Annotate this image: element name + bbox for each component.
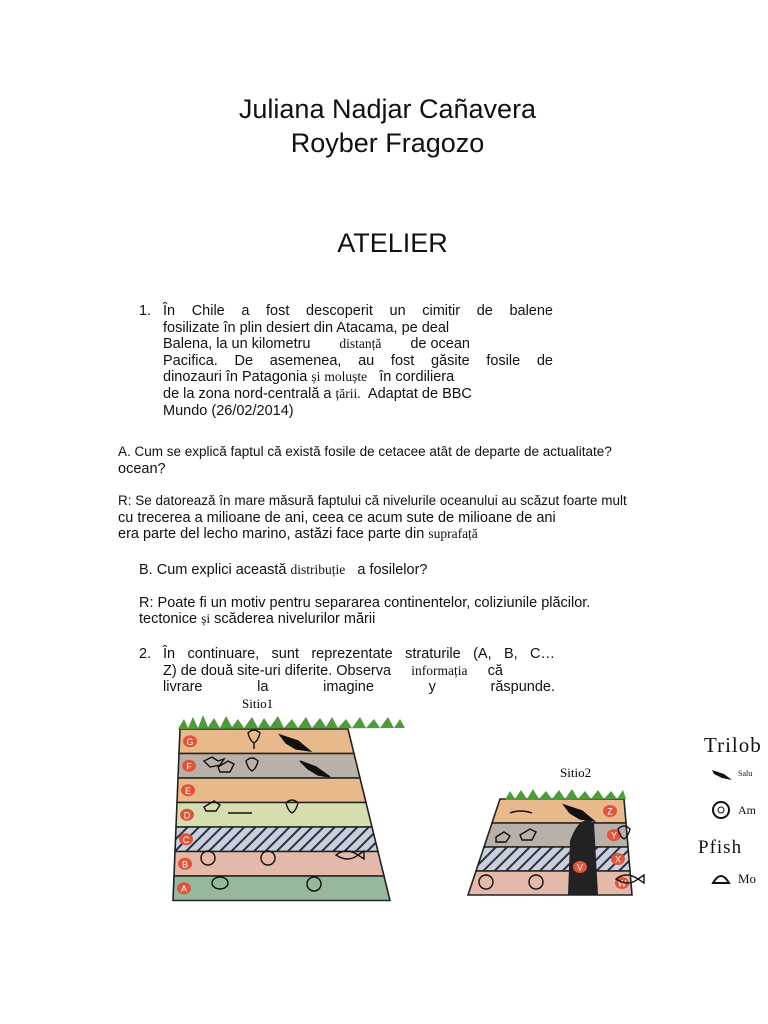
question-1-line: Pacifica. De asemenea, au fost găsite fosile de xyxy=(163,352,553,369)
legend-title-2: Pfish xyxy=(698,837,743,858)
question-1-fragment: moluște xyxy=(324,369,368,385)
answer-a-fragment: suprafață xyxy=(428,526,478,542)
answer-b-fragment: tectonice xyxy=(139,611,198,628)
site1-label: Sitio1 xyxy=(242,696,274,711)
answer-a-text xyxy=(118,526,663,543)
question-1-fragment: Balena, la un kilometru xyxy=(163,336,311,353)
question-1-line xyxy=(163,369,553,386)
site1-layer-letter: A xyxy=(180,883,188,894)
question-1-fragment: distanță xyxy=(339,336,382,352)
authors-block xyxy=(0,92,768,160)
question-1-line: În Chile a fost descoperit un cimitir de balene xyxy=(163,303,553,319)
answer-a-fragment: era parte del lecho marino, astăzi face parte din xyxy=(118,526,425,543)
question-1-fragment: țării. xyxy=(335,385,361,401)
mollusk-icon xyxy=(710,869,732,889)
question-a-block xyxy=(118,444,663,543)
question-1-fragment: dinozauri în Patagonia xyxy=(163,369,308,386)
question-2-word: y xyxy=(428,679,436,696)
question-b-block xyxy=(139,562,609,628)
legend-item-label: Am xyxy=(738,802,756,817)
site2-layer-letter: W xyxy=(617,878,627,889)
question-2-fragment: Z) de două site-uri diferite. Observa xyxy=(163,662,392,679)
answer-a-text: R: Se datorează în mare măsură faptului că nivelurile oceanului au scăzut foarte mult xyxy=(118,493,627,509)
answer-b-fragment: și xyxy=(201,611,211,627)
legend-item-label: Mo xyxy=(738,871,757,886)
question-1-fragment: de ocean xyxy=(410,336,470,353)
page-title: ATELIER xyxy=(337,228,448,258)
question-1-line xyxy=(163,336,470,353)
question-2-fragment: că xyxy=(487,662,503,679)
question-b-fragment: distribuție xyxy=(290,562,346,577)
site1-layer-b xyxy=(174,852,384,877)
author-name-2: Royber Fragozo xyxy=(290,128,485,158)
site1-layer-letter: C xyxy=(182,834,190,845)
legend-title: Trilob xyxy=(704,733,762,757)
stratigraphy-figure xyxy=(160,695,680,905)
fossil-fish-icon xyxy=(710,766,732,780)
legend-item xyxy=(710,766,752,780)
answer-b-text xyxy=(139,611,609,628)
question-b-fragment: B. Cum explici această xyxy=(139,562,287,578)
question-1-line: fosilizate în plin desiert din Atacama, pe deal xyxy=(163,319,450,336)
author-name-1: Juliana Nadjar Cañavera xyxy=(238,94,537,124)
site1-layer-c xyxy=(175,827,378,852)
site2-layer-letter: Z xyxy=(607,806,613,817)
fossil-legend xyxy=(698,733,768,903)
question-2-word: răspunde. xyxy=(490,679,555,696)
site1-layer-g xyxy=(179,729,354,754)
question-2-line xyxy=(163,679,555,696)
site1-layer-letter: D xyxy=(183,810,191,821)
site1-column xyxy=(173,729,390,901)
question-1-fragment: în cordiliera xyxy=(379,369,455,386)
answer-b-text: R: Poate fi un motiv pentru separarea continentelor, coliziunile plăcilor. xyxy=(139,594,591,611)
site2-layer-y xyxy=(484,823,628,847)
intrusion-letter: V xyxy=(576,862,584,873)
question-2-word: imagine xyxy=(323,679,374,696)
site2-label: Sitio2 xyxy=(560,765,592,780)
site1-layer-letter: G xyxy=(186,736,194,747)
legend-item xyxy=(710,869,756,889)
question-2-line: În continuare, sunt reprezentate straturile (A, B, C… xyxy=(163,646,555,662)
question-a-text: ocean? xyxy=(118,460,166,477)
site2-layer-x xyxy=(476,847,630,871)
question-1-line: Mundo (26/02/2014) xyxy=(163,402,294,419)
answer-b-fragment: scăderea nivelurilor mării xyxy=(214,611,376,628)
question-2-word: la xyxy=(257,679,269,696)
question-a-text: A. Cum se explică faptul că există fosile de cetacee atât de departe de actualitate? xyxy=(118,444,612,459)
legend-item xyxy=(710,800,756,820)
intrusion-badge xyxy=(573,861,587,873)
site1-layer-letter: B xyxy=(181,859,189,870)
legend-item-label: Salu xyxy=(738,768,753,778)
ammonite-icon xyxy=(710,800,732,820)
question-1-fragment: Adaptat de BBC xyxy=(367,385,472,402)
question-1-line xyxy=(163,386,553,403)
site1-layer-letter: E xyxy=(184,785,192,796)
question-2-line xyxy=(163,663,503,680)
question-1-fragment: de la zona nord-centrală a xyxy=(163,385,332,402)
site2-layer-letter: X xyxy=(614,854,622,865)
answer-a-text: cu trecerea a milioane de ani, ceea ce acum sute de milioane de ani xyxy=(118,509,556,526)
question-2-word: livrare xyxy=(163,679,203,696)
grass-site1 xyxy=(178,715,405,729)
grass-site2 xyxy=(505,789,626,800)
question-b-fragment: a fosilelor? xyxy=(357,562,428,578)
site1-layer-a xyxy=(173,876,390,901)
question-2-number: 2. xyxy=(139,646,152,662)
site1-layer-letter: F xyxy=(186,761,192,772)
question-1-number: 1. xyxy=(139,303,152,319)
site2-layer-letter: Y xyxy=(610,830,618,841)
site1-layer-f xyxy=(178,754,360,779)
site1-layer-e xyxy=(177,778,366,803)
question-b-text xyxy=(139,562,609,579)
question-2-fragment: informația xyxy=(411,662,468,678)
question-1-fragment: și xyxy=(311,369,321,385)
